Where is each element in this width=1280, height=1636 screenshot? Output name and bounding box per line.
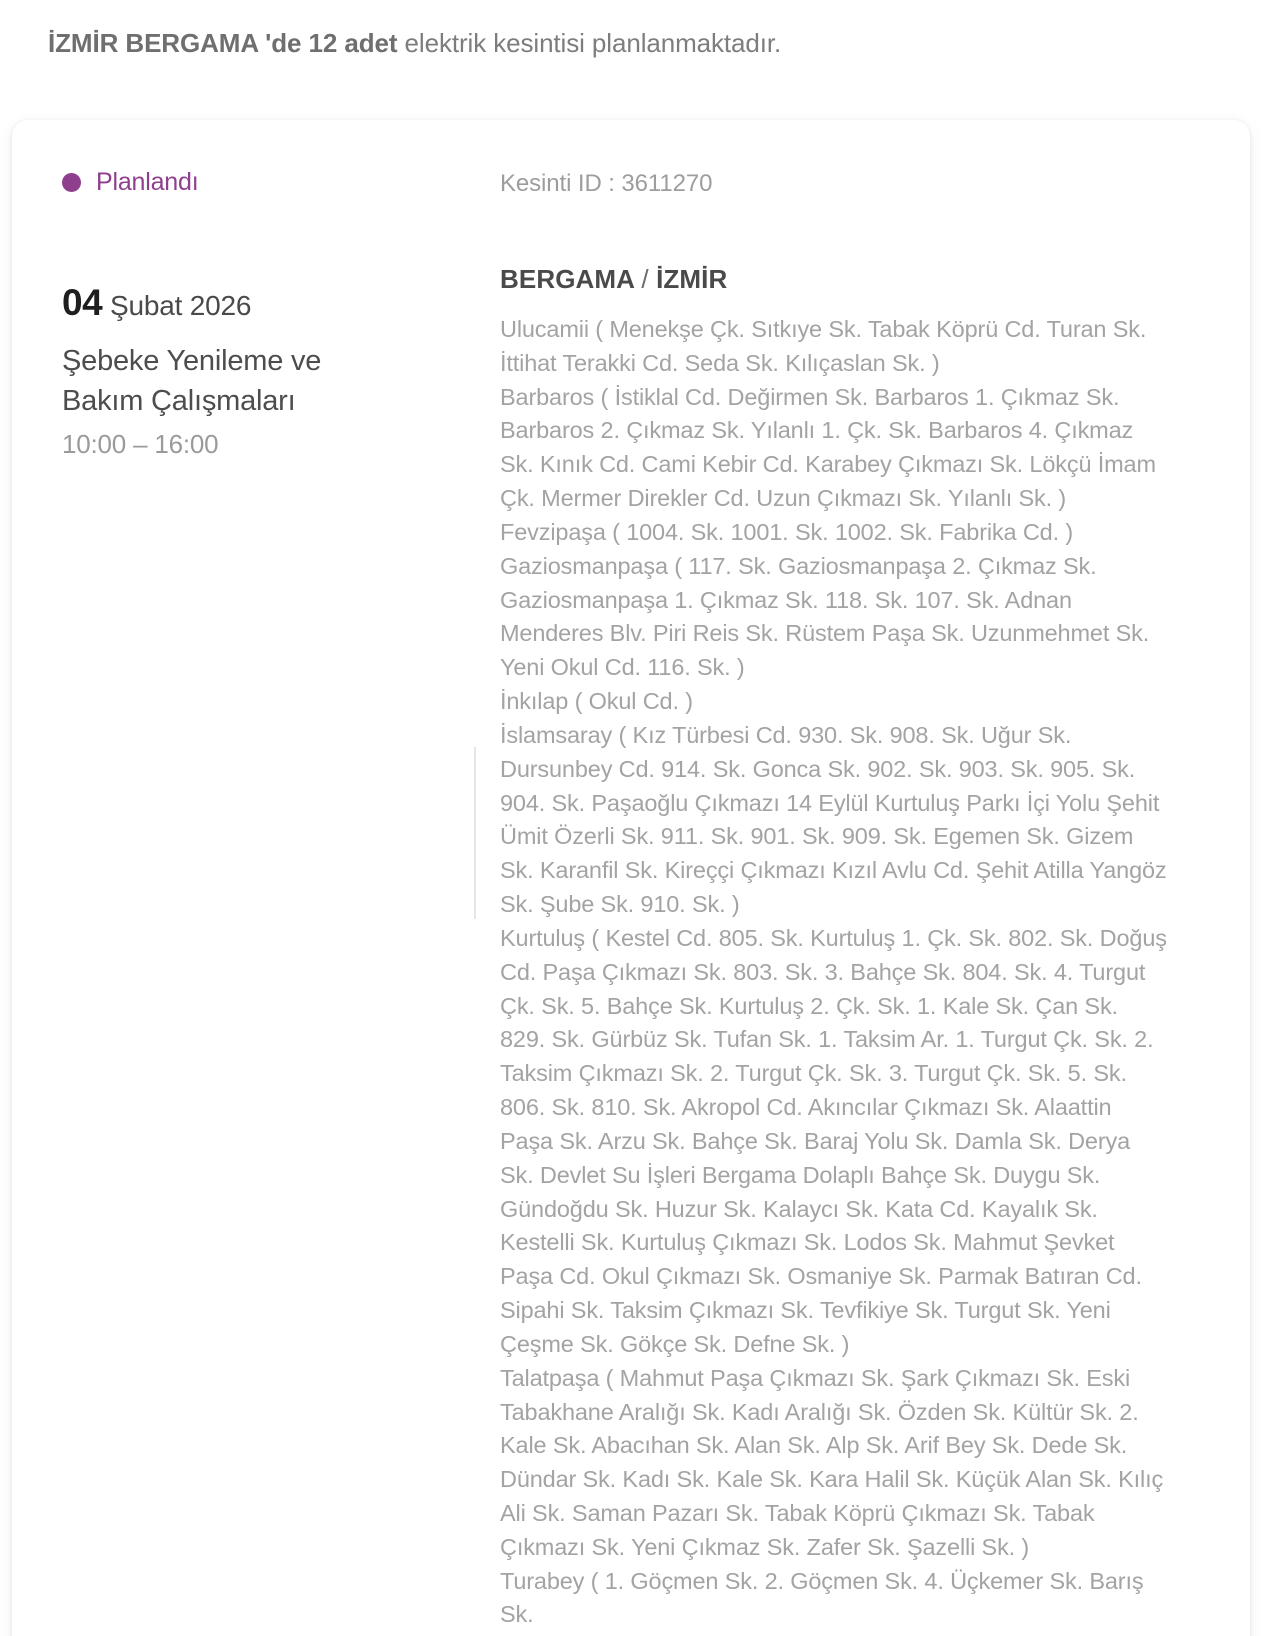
address-line: İslamsaray ( Kız Türbesi Cd. 930. Sk. 908. Sk. Uğur Sk. Dursunbey Cd. 914. Sk. Gonca Sk. 902. Sk. 903. Sk. 905. Sk. 904. Sk. Paşaoğlu Çıkmazı 14 Eylül Kurtuluş Parkı İçi Yolu Şehit Ümit Özerli Sk. 911. Sk. 901. Sk. 909. Sk. Egemen Sk. Gizem Sk. Karanfil Sk. Kireççi Çıkmazı Kızıl Avlu Cd. Şehit Atilla Yangöz Sk. Şube Sk. 910. Sk. ) xyxy=(500,721,1167,918)
outage-summary-column xyxy=(12,154,474,1636)
outage-detail-column xyxy=(474,154,1250,1636)
address-line: Barbaros ( İstiklal Cd. Değirmen Sk. Barbaros 1. Çıkmaz Sk. Barbaros 2. Çıkmaz Sk. Yılanlı 1. Çk. Sk. Barbaros 4. Çıkmaz Sk. Kınık Cd. Cami Kebir Cd. Karabey Çıkmazı Sk. Lökçü İmam Çk. Mermer Direkler Cd. Uzun Çıkmazı Sk. Yılanlı Sk. ) xyxy=(500,383,1156,512)
status-badge xyxy=(62,168,444,197)
page-title-strong: İZMİR BERGAMA 'de 12 adet xyxy=(48,28,398,58)
outage-card xyxy=(12,120,1250,1636)
outage-date xyxy=(62,281,444,325)
schedule-block xyxy=(62,281,444,460)
region-name: BERGAMA xyxy=(500,264,635,294)
page-title xyxy=(0,0,1280,61)
address-line: Kurtuluş ( Kestel Cd. 805. Sk. Kurtuluş 1. Çk. Sk. 802. Sk. Doğuş Cd. Paşa Çıkmazı Sk. 803. Sk. 3. Bahçe Sk. 804. Sk. 4. Turgut Çk. Sk. 5. Bahçe Sk. Kurtuluş 2. Çk. Sk. 1. Kale Sk. Çan Sk. 829. Sk. Gürbüz Sk. Tufan Sk. 1. Taksim Ar. 1. Turgut Çk. Sk. 2. Taksim Çıkmazı Sk. 2. Turgut Çk. Sk. 3. Turgut Çk. Sk. 5. Sk. 806. Sk. 810. Sk. Akropol Cd. Akıncılar Çıkmazı Sk. Alaattin Paşa Sk. Arzu Sk. Bahçe Sk. Baraj Yolu Sk. Damla Sk. Derya Sk. Devlet Su İşleri Bergama Dolaplı Bahçe Sk. Duygu Sk. Gündoğdu Sk. Huzur Sk. Kalaycı Sk. Kata Cd. Kayalık Sk. Kestelli Sk. Kurtuluş Çıkmazı Sk. Lodos Sk. Mahmut Şevket Paşa Cd. Okul Çıkmazı Sk. Osmaniye Sk. Parmak Batıran Cd. Sipahi Sk. Taksim Çıkmazı Sk. Tevfikiye Sk. Turgut Sk. Yeni Çeşme Sk. Gökçe Sk. Defne Sk. ) xyxy=(500,924,1167,1357)
outage-id-label: Kesinti ID : 3611270 xyxy=(500,170,713,197)
region-separator: / xyxy=(641,264,649,294)
affected-address-list xyxy=(500,313,1168,1632)
region-title xyxy=(500,264,1190,295)
address-line: Fevzipaşa ( 1004. Sk. 1001. Sk. 1002. Sk. Fabrika Cd. ) xyxy=(500,518,1074,545)
column-divider xyxy=(474,747,476,919)
address-line: İnkılap ( Okul Cd. ) xyxy=(500,688,693,715)
status-label: Planlandı xyxy=(96,168,199,196)
work-hours: 10:00 – 16:00 xyxy=(62,429,219,460)
address-line: Ulucamii ( Menekşe Çk. Sıtkıye Sk. Tabak Köprü Cd. Turan Sk. İttihat Terakki Cd. Seda Sk. Kılıçaslan Sk. ) xyxy=(500,316,1147,376)
work-type-title: Şebeke Yenileme ve Bakım Çalışmaları xyxy=(62,345,322,417)
address-line: Turabey ( 1. Göçmen Sk. 2. Göçmen Sk. 4. Üçkemer Sk. Barış Sk. xyxy=(500,1567,1144,1628)
page-title-rest: elektrik kesintisi planlanmaktadır. xyxy=(397,28,782,58)
outage-date-month-year: Şubat 2026 xyxy=(110,290,252,321)
status-dot-icon xyxy=(62,173,81,192)
address-line: Talatpaşa ( Mahmut Paşa Çıkmazı Sk. Şark Çıkmazı Sk. Eski Tabakhane Aralığı Sk. Kadı Aralığı Sk. Özden Sk. Kültür Sk. 2. Kale Sk. Abacıhan Sk. Alan Sk. Alp Sk. Arif Bey Sk. Dede Sk. Dündar Sk. Kadı Sk. Kale Sk. Kara Halil Sk. Küçük Alan Sk. Kılıç Ali Sk. Saman Pazarı Sk. Tabak Köprü Çıkmazı Sk. Tabak Çıkmazı Sk. Yeni Çıkmaz Sk. Zafer Sk. Şazelli Sk. ) xyxy=(500,1364,1164,1560)
province-name: İZMİR xyxy=(656,264,728,294)
outage-date-day: 04 xyxy=(62,282,103,323)
address-line: Gaziosmanpaşa ( 117. Sk. Gaziosmanpaşa 2. Çıkmaz Sk. Gaziosmanpaşa 1. Çıkmaz Sk. 118. Sk. 107. Sk. Adnan Menderes Blv. Piri Reis Sk. Rüstem Paşa Sk. Uzunmehmet Sk. Yeni Okul Cd. 116. Sk. ) xyxy=(500,552,1150,681)
